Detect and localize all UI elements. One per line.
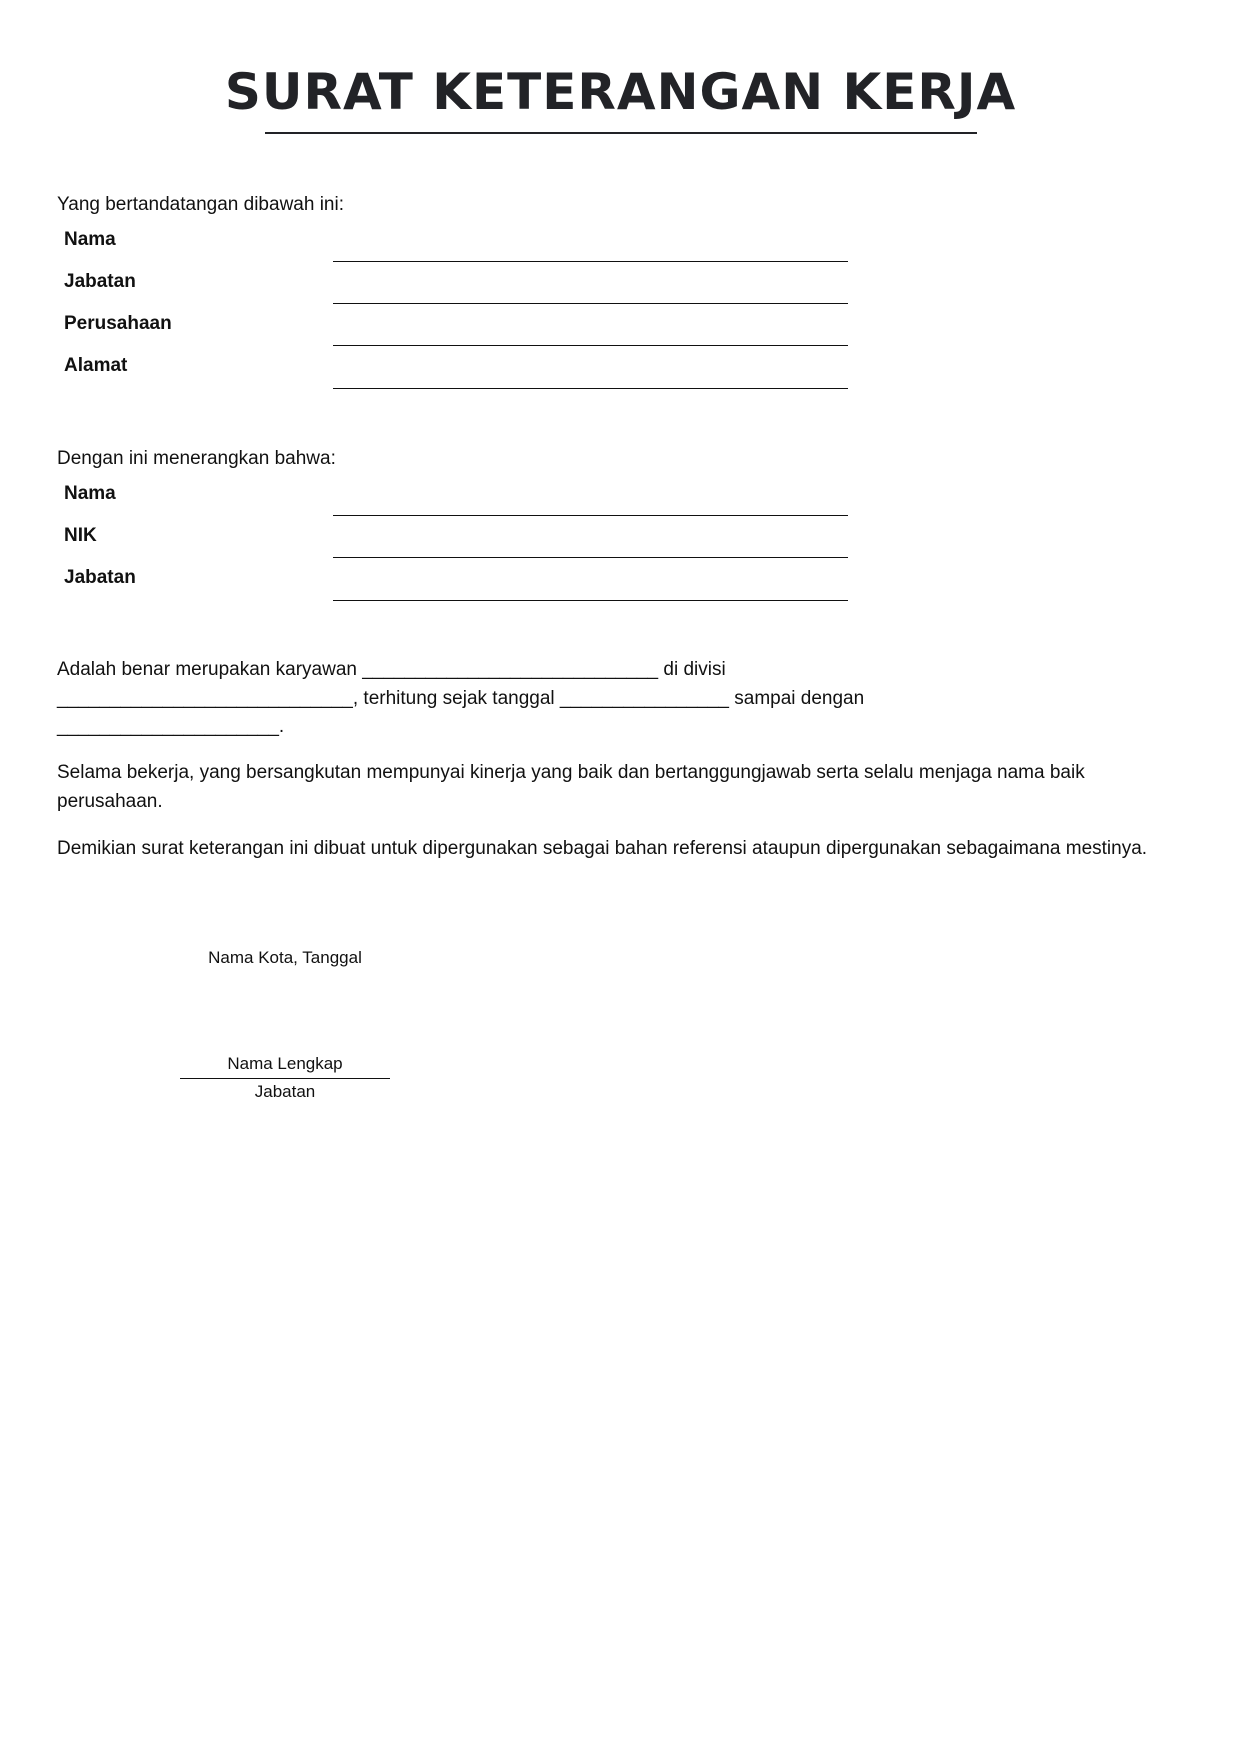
employment-statement bbox=[57, 656, 1167, 742]
signer-address-label: Alamat bbox=[64, 355, 128, 376]
signatory-position: Jabatan bbox=[254, 1082, 316, 1101]
employee-name-label: Nama bbox=[64, 483, 116, 504]
employee-nik-label: NIK bbox=[64, 525, 97, 546]
statement-line-1: Adalah benar merupakan karyawan ____________________________ di divisi bbox=[57, 659, 726, 680]
signer-name-field[interactable] bbox=[333, 261, 848, 262]
signer-intro: Yang bertandatangan dibawah ini: bbox=[57, 194, 344, 215]
signer-company-field[interactable] bbox=[333, 345, 848, 346]
employee-name-field[interactable] bbox=[333, 515, 848, 516]
employee-intro: Dengan ini menerangkan bahwa: bbox=[57, 448, 336, 469]
title-underline bbox=[265, 132, 977, 134]
signature-line bbox=[180, 1078, 390, 1079]
employee-position-label: Jabatan bbox=[64, 567, 136, 588]
signer-position-field[interactable] bbox=[333, 303, 848, 304]
document-title: SURAT KETERANGAN KERJA bbox=[224, 63, 1017, 121]
statement-line-3: _____________________. bbox=[57, 716, 285, 737]
performance-paragraph: Selama bekerja, yang bersangkutan mempunyai kinerja yang baik dan bertanggungjawab serta selalu menjaga nama baik perusahaan. bbox=[57, 762, 1085, 812]
signer-company-label: Perusahaan bbox=[64, 313, 172, 334]
city-date-placeholder: Nama Kota, Tanggal bbox=[208, 948, 362, 967]
signatory-name: Nama Lengkap bbox=[227, 1054, 343, 1073]
signer-address-field[interactable] bbox=[333, 388, 848, 389]
signer-name-label: Nama bbox=[64, 229, 116, 250]
closing-paragraph: Demikian surat keterangan ini dibuat untuk dipergunakan sebagai bahan referensi ataupun dipergunakan sebagaimana mestinya. bbox=[57, 838, 1148, 859]
employee-position-field[interactable] bbox=[333, 600, 848, 601]
statement-line-2: ____________________________, terhitung sejak tanggal ________________ sampai dengan bbox=[57, 687, 865, 709]
employee-nik-field[interactable] bbox=[333, 557, 848, 558]
signer-position-label: Jabatan bbox=[64, 271, 136, 292]
